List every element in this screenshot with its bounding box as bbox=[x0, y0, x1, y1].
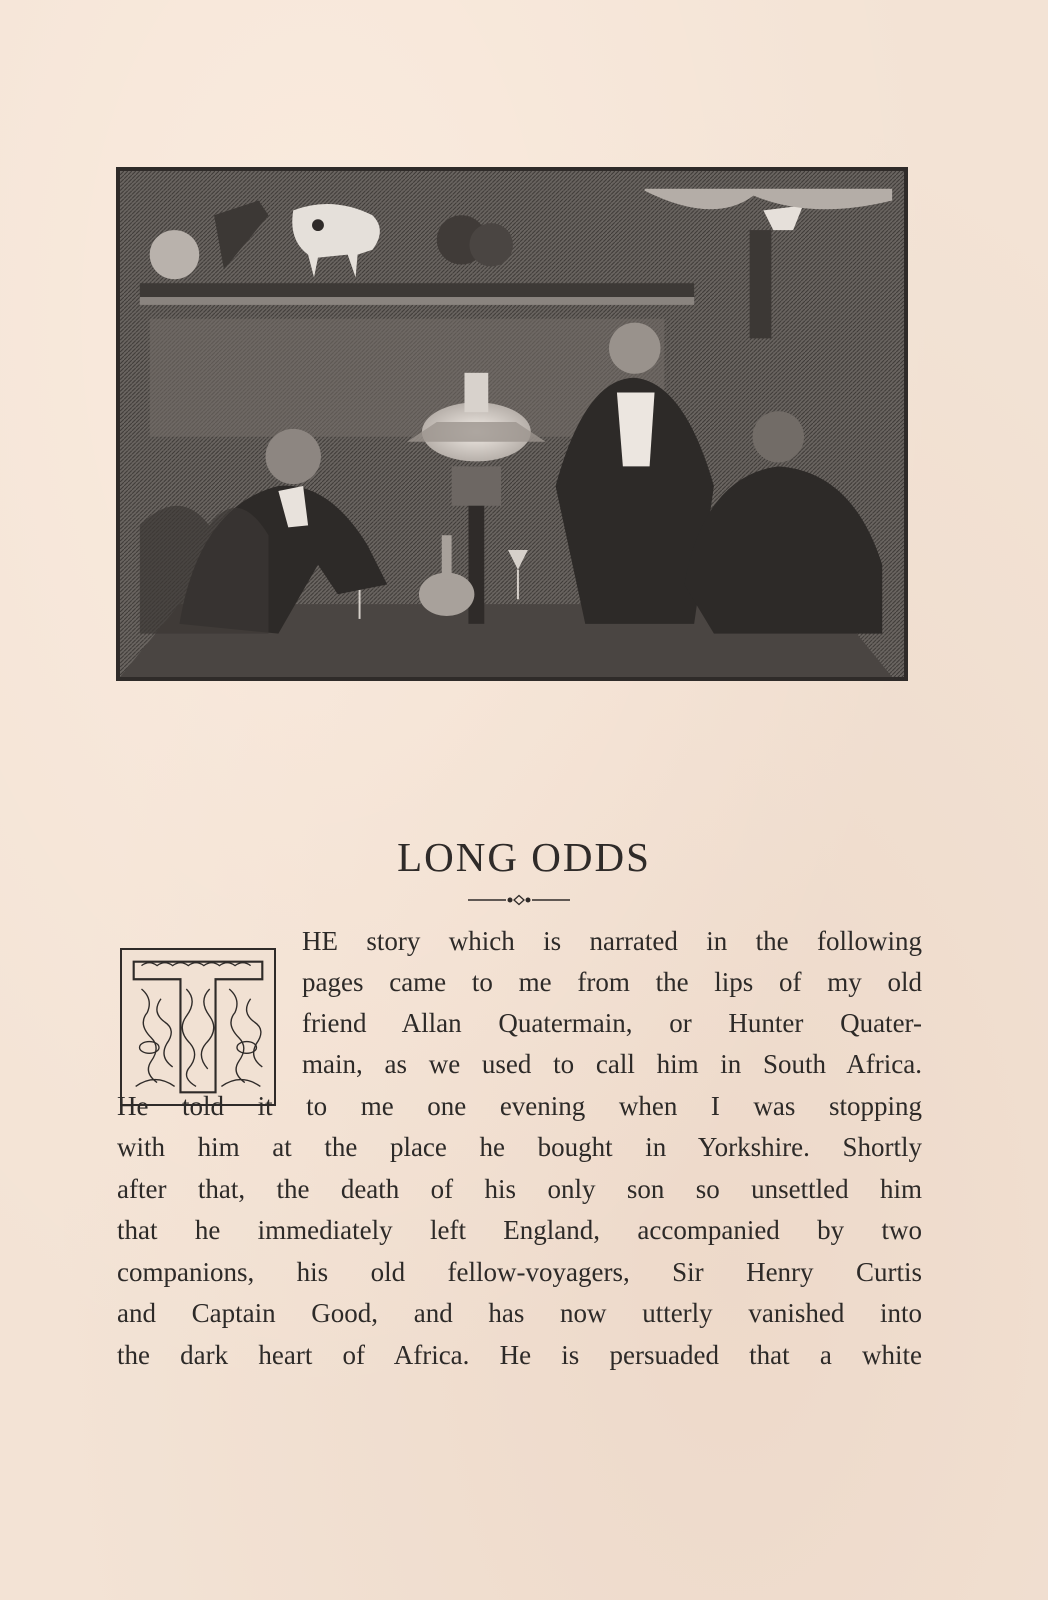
drop-cap-t bbox=[120, 948, 276, 1106]
text-line: HE story which is narrated in the following bbox=[302, 926, 922, 956]
ornamental-letter-t-icon bbox=[122, 950, 274, 1104]
text-line: with him at the place he bought in Yorkshire. Shortly bbox=[117, 1132, 922, 1162]
text-line: He told it to me one evening when I was stopping bbox=[117, 1091, 922, 1121]
text-line: companions, his old fellow-voyagers, Sir Henry Curtis bbox=[117, 1257, 922, 1287]
chapter-title: LONG ODDS bbox=[397, 834, 651, 881]
divider-ornament-icon bbox=[468, 894, 570, 906]
engraving-image bbox=[120, 171, 904, 677]
text-line: that he immediately left England, accompanied by two bbox=[117, 1215, 922, 1245]
text-line: the dark heart of Africa. He is persuaded that a white bbox=[117, 1340, 922, 1370]
text-line: pages came to me from the lips of my old bbox=[302, 967, 922, 997]
text-line: main, as we used to call him in South Africa. bbox=[302, 1049, 922, 1079]
text-line: and Captain Good, and has now utterly vanished into bbox=[117, 1298, 922, 1328]
story-illustration bbox=[116, 167, 908, 681]
text-line: after that, the death of his only son so unsettled him bbox=[117, 1174, 922, 1204]
text-line: friend Allan Quatermain, or Hunter Quater- bbox=[302, 1008, 922, 1038]
